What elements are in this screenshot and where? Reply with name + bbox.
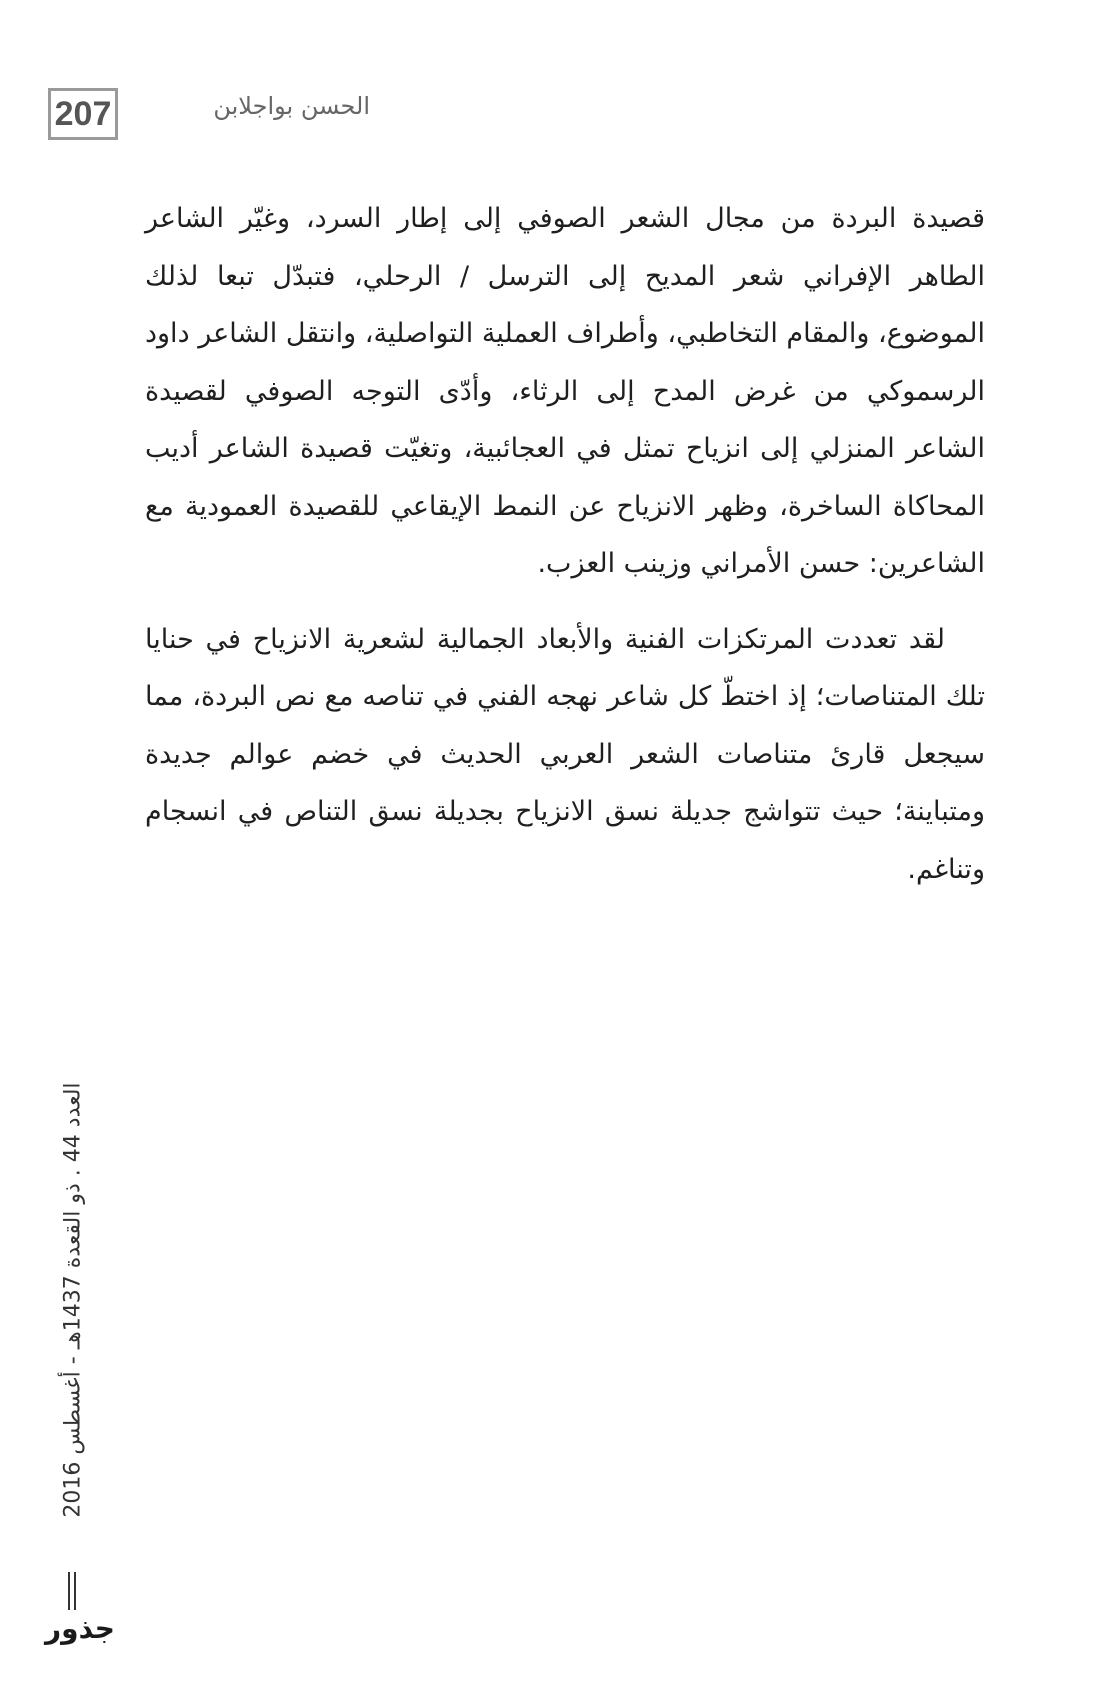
article-body (145, 190, 985, 898)
issue-sidebar (38, 1030, 108, 1570)
author-name: الحسن بواجلابن (213, 92, 370, 120)
paragraph-1: قصيدة البردة من مجال الشعر الصوفي إلى إطار السرد، وغيّر الشاعر الطاهر الإفراني شعر المديح إلى الترسل / الرحلي، فتبدّل تبعا لذلك الموضوع، والمقام التخاطبي، وأطراف العملية التواصلية، وانتقل الشاعر داود الرسموكي من غرض المدح إلى الرثاء، وأدّى التوجه الصوفي لقصيدة الشاعر المنزلي إلى انزياح تمثل في العجائبية، وتغيّت قصيدة الشاعر أديب المحاكاة الساخرة، وظهر الانزياح عن النمط الإيقاعي للقصيدة العمودية مع الشاعرين: حسن الأمراني وزينب العزب. (145, 203, 985, 579)
logo-divider (68, 1572, 70, 1610)
issue-info: العدد 44 . ذو القعدة 1437هـ - أغسطس 2016 (60, 1082, 86, 1518)
page-number: 207 (48, 88, 118, 140)
logo-divider (74, 1572, 76, 1610)
journal-logo: جذور (45, 1612, 115, 1645)
paragraph-2: لقد تعددت المرتكزات الفنية والأبعاد الجمالية لشعرية الانزياح في حنايا تلك المتناصات؛ إذ اختطّ كل شاعر نهجه الفني في تناصه مع نص البردة، مما سيجعل قارئ متناصات الشعر العربي الحديث في خضم عوالم جديدة ومتباينة؛ حيث تتواشج جديلة نسق الانزياح بجديلة نسق التناص في انسجام وتناغم. (145, 623, 985, 885)
